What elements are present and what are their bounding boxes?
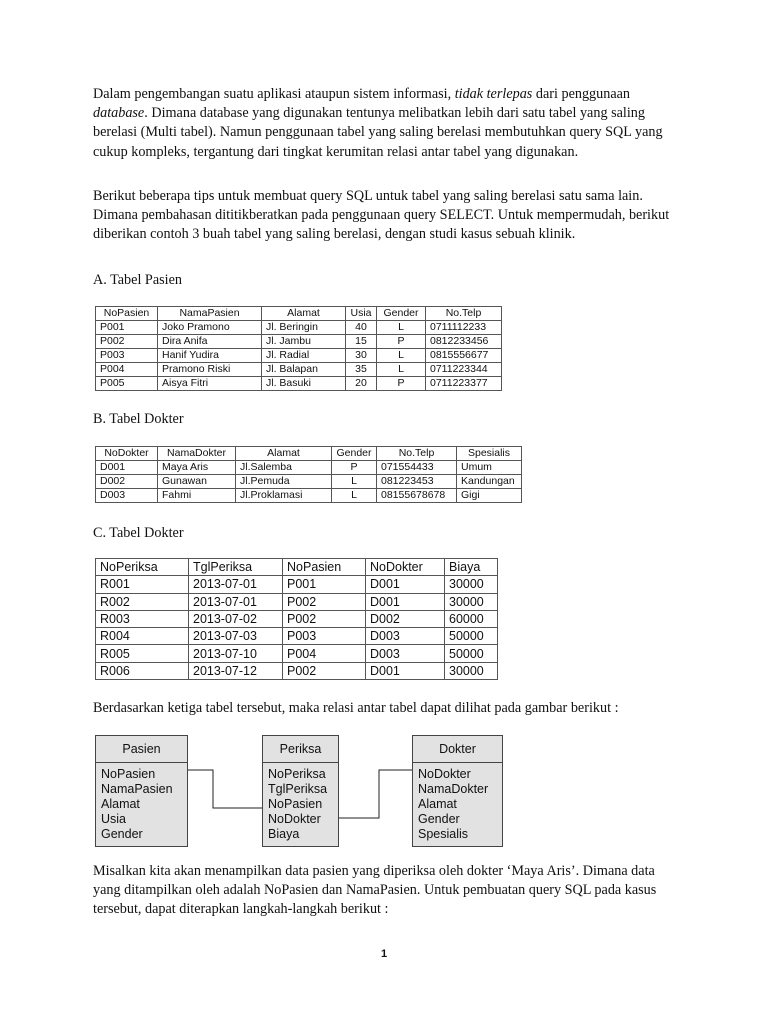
entity-dokter [412,735,503,847]
heading-tabel-pasien: A. Tabel Pasien [93,272,182,288]
table-cell: Gunawan [158,475,236,489]
col-header: NoPasien [96,307,158,321]
intro-paragraph-2-text: Berikut beberapa tips untuk membuat query SQL untuk tabel yang saling berelasi satu sama lain. Dimana pembahasan dititikberatkan pada penggunaan query SELECT. Untuk mempermudah, berikut diberikan contoh 3 buah tabel yang saling berelasi, dengan studi kasus sebuah klinik. [93,188,670,243]
table-cell: D003 [96,489,158,503]
entity-field: Spesialis [418,827,469,841]
table-cell: R004 [96,628,189,645]
table-cell: Jl. Beringin [262,321,346,335]
table-cell: Dira Anifa [158,335,262,349]
table-cell: Gigi [457,489,522,503]
intro-text-end: . Dimana database yang digunakan tentunya melibatkan lebih dari satu tabel yang saling berelasi (Multi tabel). Namun penggunaan tabel yang saling berelasi membutuhkan query SQL yang cukup kompleks, tergantung dari tingkat kerumitan relasi antar tabel yang digunakan. [93,105,663,160]
table-cell: 0711223377 [426,377,502,391]
table-cell: P [332,461,377,475]
entity-title: Periksa [263,736,338,763]
table-cell: Jl. Basuki [262,377,346,391]
entity-field: Gender [101,827,143,841]
col-header: Gender [377,307,426,321]
table-cell: 50000 [445,628,498,645]
col-header: Gender [332,447,377,461]
table-cell: L [377,363,426,377]
table-cell: 50000 [445,645,498,662]
table-cell: D002 [366,610,445,627]
table-cell: R005 [96,645,189,662]
table-cell: P002 [283,610,366,627]
table-cell: Pramono Riski [158,363,262,377]
entity-field: TglPeriksa [268,782,328,796]
table-cell: Jl. Radial [262,349,346,363]
table-cell: Fahmi [158,489,236,503]
table-cell: 081223453 [377,475,457,489]
intro-text-mid: dari penggunaan [532,86,631,102]
table-cell: Aisya Fitri [158,377,262,391]
table-cell: 071554433 [377,461,457,475]
table-cell: D001 [96,461,158,475]
table-cell: 2013-07-10 [189,645,283,662]
page-number: 1 [380,948,388,960]
col-header: Usia [346,307,377,321]
table-cell: 35 [346,363,377,377]
table-cell: 30 [346,349,377,363]
col-header: TglPeriksa [189,559,283,576]
table-cell: L [332,489,377,503]
table-cell: 2013-07-01 [189,593,283,610]
table-cell: D002 [96,475,158,489]
table-cell: 30000 [445,593,498,610]
col-header: No.Telp [377,447,457,461]
col-header: NamaDokter [158,447,236,461]
table-cell: P002 [283,593,366,610]
table-cell: P003 [96,349,158,363]
table-cell: P003 [283,628,366,645]
table-cell: P001 [96,321,158,335]
col-header: NoPasien [283,559,366,576]
col-header: Alamat [236,447,332,461]
entity-field: NamaDokter [418,782,489,796]
entity-field: NamaPasien [101,782,173,796]
col-header: NoDokter [366,559,445,576]
intro-text: Dalam pengembangan suatu aplikasi ataupun sistem informasi, [93,86,455,102]
table-cell: 40 [346,321,377,335]
table-cell: 2013-07-02 [189,610,283,627]
entity-field: Usia [101,812,127,826]
table-cell: L [332,475,377,489]
relation-line-pasien-periksa [186,770,262,808]
table-cell: P002 [283,662,366,679]
table-cell: R003 [96,610,189,627]
entity-field: NoPasien [268,797,323,811]
entity-field: NoPeriksa [268,767,326,781]
col-header: NoDokter [96,447,158,461]
table-cell: Maya Aris [158,461,236,475]
entity-title: Pasien [96,736,187,763]
table-cell: Jl.Pemuda [236,475,332,489]
heading-tabel-periksa: C. Tabel Dokter [93,525,184,541]
entity-field: NoPasien [101,767,156,781]
table-cell: 30000 [445,576,498,593]
entity-field: NoDokter [268,812,321,826]
table-cell: D001 [366,662,445,679]
intro-italic-2: database [93,105,145,122]
table-cell: 2013-07-03 [189,628,283,645]
table-cell: R002 [96,593,189,610]
table-cell: P005 [96,377,158,391]
col-header: Biaya [445,559,498,576]
table-cell: Umum [457,461,522,475]
table-cell: Kandungan [457,475,522,489]
table-cell: 20 [346,377,377,391]
table-cell: 0711223344 [426,363,502,377]
table-cell: R006 [96,662,189,679]
table-cell: 2013-07-01 [189,576,283,593]
table-cell: L [377,321,426,335]
table-cell: 30000 [445,662,498,679]
table-cell: Jl.Proklamasi [236,489,332,503]
heading-tabel-dokter: B. Tabel Dokter [93,411,184,427]
table-cell: Hanif Yudira [158,349,262,363]
table-cell: D001 [366,593,445,610]
table-cell: L [377,349,426,363]
table-cell: R001 [96,576,189,593]
table-cell: P002 [96,335,158,349]
intro-italic-1: tidak terlepas [454,86,533,102]
table-cell: P004 [96,363,158,377]
col-header: NoPeriksa [96,559,189,576]
table-cell: P001 [283,576,366,593]
table-cell: D003 [366,628,445,645]
col-header: Spesialis [457,447,522,461]
table-cell: P004 [283,645,366,662]
relation-intro: Berdasarkan ketiga tabel tersebut, maka relasi antar tabel dapat dilihat pada gambar berikut : [93,700,619,716]
table-cell: D001 [366,576,445,593]
entity-field: NoDokter [418,767,471,781]
table-cell: Jl.Salemba [236,461,332,475]
table-cell: 15 [346,335,377,349]
table-cell: 0815556677 [426,349,502,363]
col-header: No.Telp [426,307,502,321]
table-cell: 0711112233 [426,321,502,335]
table-cell: 60000 [445,610,498,627]
table-cell: Joko Pramono [158,321,262,335]
table-cell: 08155678678 [377,489,457,503]
table-cell: Jl. Jambu [262,335,346,349]
table-cell: 0812233456 [426,335,502,349]
entity-title: Dokter [413,736,502,763]
col-header: Alamat [262,307,346,321]
entity-field: Biaya [268,827,300,841]
table-cell: P [377,335,426,349]
col-header: NamaPasien [158,307,262,321]
entity-periksa [262,735,339,847]
relation-line-periksa-dokter [337,770,412,818]
entity-field: Alamat [418,797,457,811]
entity-pasien [95,735,188,847]
closing-paragraph: Misalkan kita akan menampilkan data pasien yang diperiksa oleh dokter ‘Maya Aris’. Dimana data yang ditampilkan oleh adalah NoPasien dan NamaPasien. Untuk pembuatan query SQL pada kasus tersebut, dapat diterapkan langkah-langkah berikut : [93,863,657,918]
entity-field: Alamat [101,797,140,811]
table-cell: P [377,377,426,391]
table-cell: D003 [366,645,445,662]
entity-field: Gender [418,812,460,826]
table-cell: 2013-07-12 [189,662,283,679]
table-cell: Jl. Balapan [262,363,346,377]
